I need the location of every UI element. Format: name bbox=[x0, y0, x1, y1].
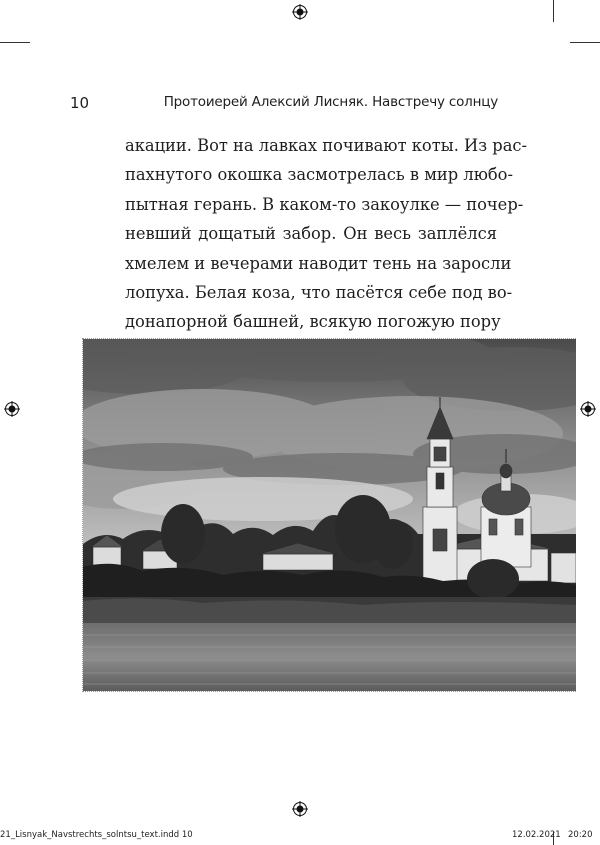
crop-mark-top-right bbox=[570, 42, 600, 43]
registration-mark-icon bbox=[292, 4, 308, 20]
registration-mark-icon bbox=[4, 401, 20, 417]
text-line: акации. Вот на лавках почивают коты. Из рас- bbox=[125, 136, 528, 155]
slug-date: 12.02.2021 bbox=[512, 830, 561, 840]
running-title: Протоиерей Алексий Лисняк. Навстречу солнцу bbox=[163, 94, 498, 110]
text-line: лопуха. Белая коза, что пасётся себе под во- bbox=[125, 282, 513, 302]
text-line: пытная герань. В каком-то закоулке — почер- bbox=[125, 194, 524, 214]
slug-filename: 21_Lisnyak_Navstrechts_solntsu_text.indd 10 bbox=[0, 830, 193, 840]
text-line: невший дощатый забор. Он весь заплёлся bbox=[125, 224, 497, 244]
slug-time: 20:20 bbox=[568, 830, 593, 840]
registration-mark-icon bbox=[580, 401, 596, 417]
body-text bbox=[125, 131, 528, 366]
river-church-photo bbox=[82, 338, 576, 692]
text-line: пахнутого окошка засмотрелась в мир любо- bbox=[125, 165, 513, 185]
crop-mark-top-vertical bbox=[553, 0, 554, 22]
registration-mark-icon bbox=[292, 801, 308, 817]
text-line: донапорной башней, всякую погожую пору bbox=[125, 312, 501, 332]
photo-illustration bbox=[83, 339, 576, 691]
crop-mark-top-left bbox=[0, 42, 30, 43]
text-line: хмелем и вечерами наводит тень на заросли bbox=[125, 253, 512, 273]
page-number: 10 bbox=[70, 94, 90, 112]
